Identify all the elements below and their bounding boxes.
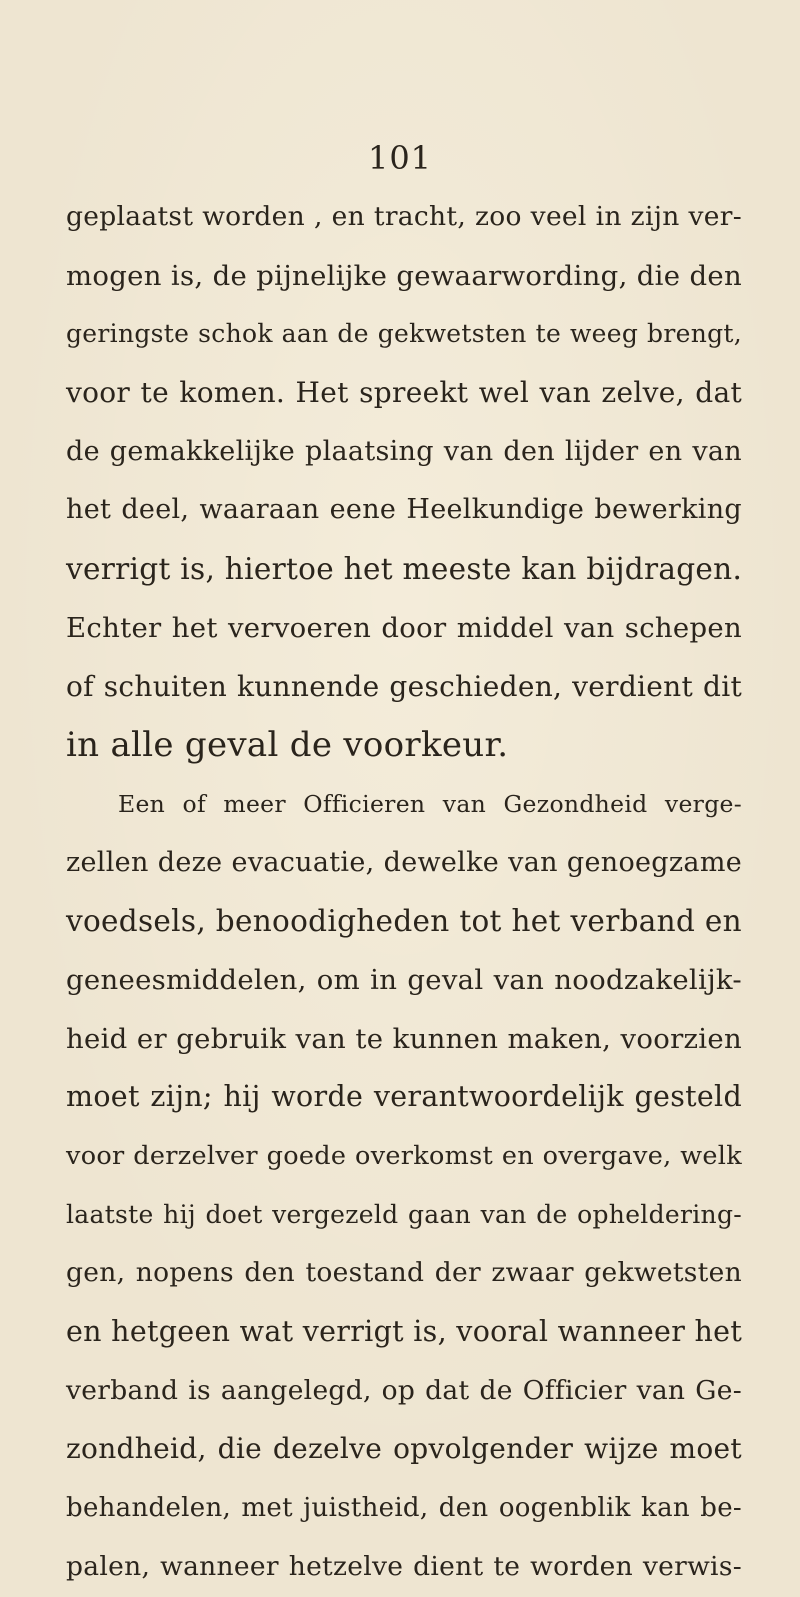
- text-line: het deel, waaraan eene Heelkundige bewerking: [66, 494, 742, 526]
- text-line: voor derzelver goede overkomst en overgave, welk: [66, 1141, 742, 1171]
- text-line: de gemakkelijke plaatsing van den lijder en van: [66, 435, 742, 467]
- text-line: moet zijn; hij worde verantwoordelijk gesteld: [66, 1080, 742, 1114]
- text-line: verrigt is, hiertoe het meeste kan bijdragen.: [66, 552, 743, 587]
- text-line: of schuiten kunnende geschieden, verdient dit: [66, 669, 742, 703]
- paragraph-end-line: in alle geval de voorkeur.: [66, 725, 509, 766]
- text-line: zondheid, die dezelve opvolgender wijze moet: [66, 1432, 742, 1466]
- text-line: geringste schok aan de gekwetsten te weeg brengt,: [66, 319, 742, 349]
- text-line: geneesmiddelen, om in geval van noodzakelijk-: [66, 963, 742, 996]
- text-line: heid er gebruik van te kunnen maken, voorzien: [66, 1022, 742, 1055]
- paragraph-start-line: Een of meer Officieren van Gezondheid verge-: [118, 789, 742, 818]
- text-line: verband is aangelegd, op dat de Officier van Ge-: [66, 1374, 742, 1406]
- text-line: geplaatst worden , en tracht, zoo veel in zijn ver-: [66, 201, 742, 232]
- text-line: behandelen, met juistheid, den oogenblik kan be-: [66, 1493, 742, 1524]
- text-line: laatste hij doet vergezeld gaan van de opheldering-: [66, 1199, 742, 1229]
- text-line: voor te komen. Het spreekt wel van zelve, dat: [66, 376, 742, 410]
- text-line: zellen deze evacuatie, dewelke van genoegzame: [66, 846, 742, 878]
- text-line: palen, wanneer hetzelve dient te worden verwis-: [66, 1550, 742, 1582]
- body-text: [66, 188, 742, 1597]
- page-number: 101: [367, 139, 433, 177]
- text-line: mogen is, de pijnelijke gewaarwording, die den: [66, 259, 742, 292]
- text-line: en hetgeen wat verrigt is, vooral wanneer het: [66, 1315, 743, 1349]
- text-line: voedsels, benoodigheden tot het verband en: [66, 904, 742, 939]
- text-line: Echter het vervoeren door middel van schepen: [66, 611, 742, 644]
- text-line: gen, nopens den toestand der zwaar gekwetsten: [66, 1257, 742, 1289]
